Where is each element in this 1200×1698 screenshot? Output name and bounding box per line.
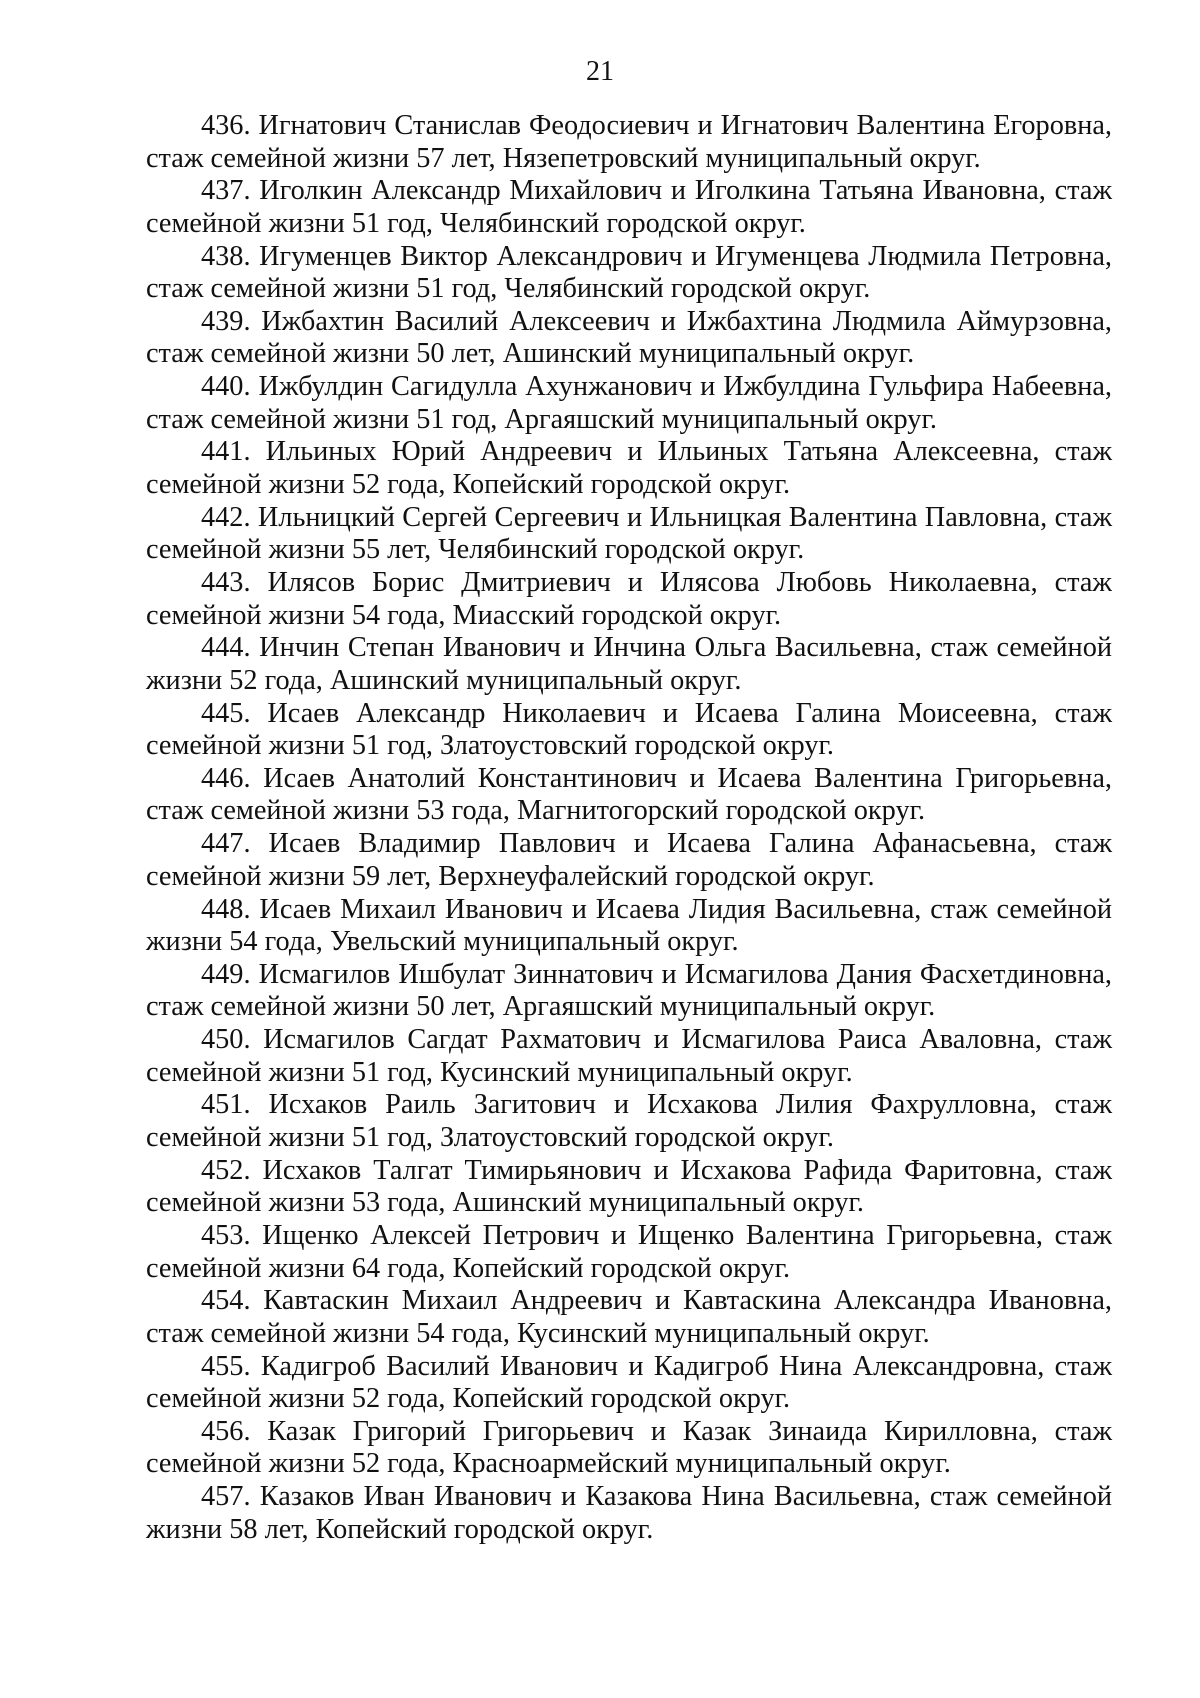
list-item: 436. Игнатович Станислав Феодосиевич и Игнатович Валентина Егоровна, стаж семейной жизни 57 лет, Нязепетровский муниципальный округ. xyxy=(146,110,1112,174)
list-item: 442. Ильницкий Сергей Сергеевич и Ильницкая Валентина Павловна, стаж семейной жизни 55 лет, Челябинский городской округ. xyxy=(146,501,1112,566)
list-item: 448. Исаев Михаил Иванович и Исаева Лидия Васильевна, стаж семейной жизни 54 года, Увельский муниципальный округ. xyxy=(146,893,1112,958)
list-item: 455. Кадигроб Василий Иванович и Кадигроб Нина Александровна, стаж семейной жизни 52 года, Копейский городской округ. xyxy=(146,1350,1112,1415)
list-item: 452. Исхаков Талгат Тимирьянович и Исхакова Рафида Фаритовна, стаж семейной жизни 53 года, Ашинский муниципальный округ. xyxy=(146,1154,1112,1219)
list-item: 439. Ижбахтин Василий Алексеевич и Ижбахтина Людмила Аймурзовна, стаж семейной жизни 50 лет, Ашинский муниципальный округ. xyxy=(146,305,1112,370)
list-item: 450. Исмагилов Сагдат Рахматович и Исмагилова Раиса Аваловна, стаж семейной жизни 51 год, Кусинский муниципальный округ. xyxy=(146,1024,1112,1088)
list-item: 443. Илясов Борис Дмитриевич и Илясова Любовь Николаевна, стаж семейной жизни 54 года, Миасский городской округ. xyxy=(146,567,1112,631)
list-item: 447. Исаев Владимир Павлович и Исаева Галина Афанасьевна, стаж семейной жизни 59 лет, Верхнеуфалейский городской округ. xyxy=(146,828,1112,892)
list-item: 437. Иголкин Александр Михайлович и Иголкина Татьяна Ивановна, стаж семейной жизни 51 год, Челябинский городской округ. xyxy=(146,175,1112,239)
list-item: 457. Казаков Иван Иванович и Казакова Нина Васильевна, стаж семейной жизни 58 лет, Копейский городской округ. xyxy=(146,1481,1112,1545)
list-item: 454. Кавтаскин Михаил Андреевич и Кавтаскина Александра Ивановна, стаж семейной жизни 54 года, Кусинский муниципальный округ. xyxy=(146,1285,1112,1349)
list-item: 440. Ижбулдин Сагидулла Ахунжанович и Ижбулдина Гульфира Набеевна, стаж семейной жизни 51 год, Аргаяшский муниципальный округ. xyxy=(146,371,1112,435)
list-item: 444. Инчин Степан Иванович и Инчина Ольга Васильевна, стаж семейной жизни 52 года, Ашинский муниципальный округ. xyxy=(146,632,1112,696)
list-item: 445. Исаев Александр Николаевич и Исаева Галина Моисеевна, стаж семейной жизни 51 год, Златоустовский городской округ. xyxy=(146,697,1112,762)
entry-list xyxy=(146,110,1112,1547)
list-item: 441. Ильиных Юрий Андреевич и Ильиных Татьяна Алексеевна, стаж семейной жизни 52 года, Копейский городской округ. xyxy=(146,436,1112,500)
page-number: 21 xyxy=(586,56,614,87)
list-item: 449. Исмагилов Ишбулат Зиннатович и Исмагилова Дания Фасхетдиновна, стаж семейной жизни 50 лет, Аргаяшский муниципальный округ. xyxy=(146,958,1112,1023)
list-item: 451. Исхаков Раиль Загитович и Исхакова Лилия Фахрулловна, стаж семейной жизни 51 год, Златоустовский городской округ. xyxy=(146,1089,1112,1153)
list-item: 446. Исаев Анатолий Константинович и Исаева Валентина Григорьевна, стаж семейной жизни 53 года, Магнитогорский городской округ. xyxy=(146,762,1112,827)
list-item: 453. Ищенко Алексей Петрович и Ищенко Валентина Григорьевна, стаж семейной жизни 64 года, Копейский городской округ. xyxy=(146,1220,1112,1284)
list-item: 438. Игуменцев Виктор Александрович и Игуменцева Людмила Петровна, стаж семейной жизни 51 год, Челябинский городской округ. xyxy=(146,240,1112,305)
list-item: 456. Казак Григорий Григорьевич и Казак Зинаида Кирилловна, стаж семейной жизни 52 года, Красноармейский муниципальный округ. xyxy=(146,1415,1112,1480)
